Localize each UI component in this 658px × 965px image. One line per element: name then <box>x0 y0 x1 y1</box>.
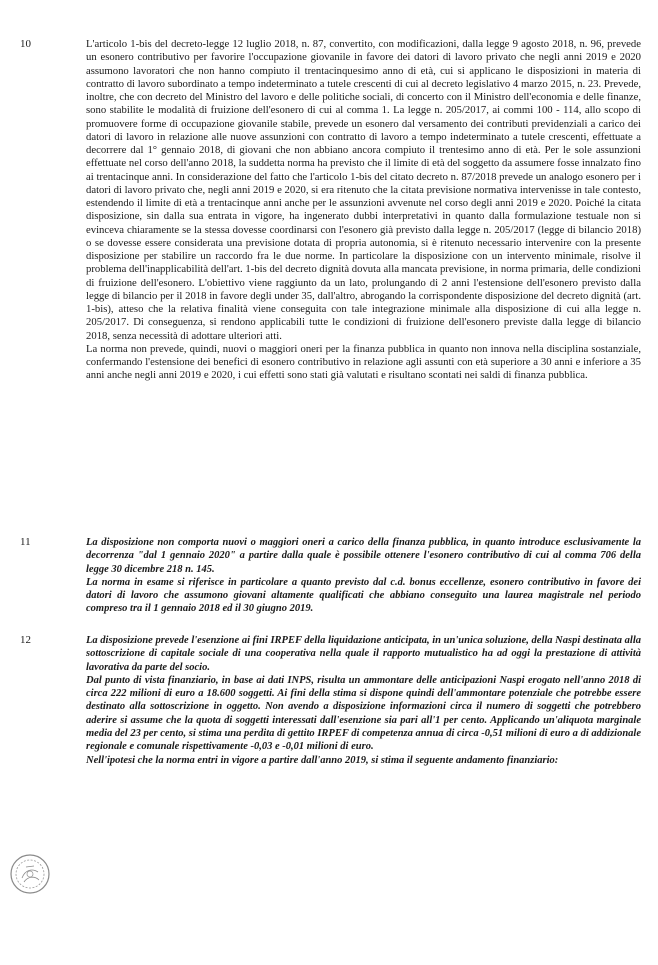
paragraph: La disposizione prevede l'esenzione ai fini IRPEF della liquidazione anticipata, in un'unica soluzione, della Naspi destinata alla sottoscrizione di capitale sociale di una cooperativa nella quale il rapporto mutualistico ha ad oggi la prestazione di attività lavorativa da parte del socio. <box>86 635 641 673</box>
section-number: 10 <box>20 38 31 50</box>
paragraph: La norma non prevede, quindi, nuovi o maggiori oneri per la finanza pubblica in quanto non innova nella disciplina sostanziale, confermando l'estensione dei benefici di esonero contributivo in relazione agli assunti con età superiore a 30 anni e inferiore a 35 anni anche negli anni 2019 e 2020, i cui effetti sono stati già valutati e risultano scontati nei saldi di finanza pubblica. <box>86 342 641 382</box>
paragraph: Nell'ipotesi che la norma entri in vigore a partire dall'anno 2019, si stima il seguente andamento finanziario: <box>86 754 559 766</box>
section-number: 11 <box>20 536 31 548</box>
paragraph: La disposizione non comporta nuovi o maggiori oneri a carico della finanza pubblica, in quanto introduce esclusivamente la decorrenza "dal 1 gennaio 2020" a partire dalla quale è possibile ottenere l'esonero contributivo di cui al comma 706 della legge 30 dicembre 218 n. 145. <box>86 537 641 575</box>
paragraph: Dal punto di vista finanziario, in base ai dati INPS, risulta un ammontare delle anticipazioni Naspi erogato nell'anno 2018 di circa 222 milioni di euro a 18.600 soggetti. Ai fini della stima si dispone quindi dell'ammontare potenziale che potrebbe essere destinato alla sottoscrizione in oggetto. Non avendo a disposizione informazioni circa il numero di soggetti che potrebbero aderire si assume che la quota di soggetti interessati dall'esenzione sia pari all'1 per cento. Applicando un'aliquota marginale media del 23 per cento, si stima una perdita di gettito IRPEF di competenza annua di circa -0,51 milioni di euro a di addizionale regionale e comunale rispettivamente -0,03 e -0,01 milioni di euro. <box>86 674 641 753</box>
paragraph: La norma in esame si riferisce in particolare a quanto previsto dal c.d. bonus eccellenze, esonero contributivo in favore dei datori di lavoro che assumono giovani altamente qualificati che abbiano conseguito una laurea magistrale nel periodo compreso tra il 1 gennaio 2018 ed il 30 giugno 2019. <box>86 576 641 615</box>
paragraph: L'articolo 1-bis del decreto-legge 12 luglio 2018, n. 87, convertito, con modificazioni, dalla legge 9 agosto 2018, n. 96, prevede un esonero contributivo per favorire l'occupazione giovanile in favore dei datori di lavoro privato che negli anni 2019 e 2020 assumono lavoratori che non hanno compiuto il trentacinquesimo anno di età, cui si applicano le disposizioni in materia di contratto di lavoro subordinato a tempo indeterminato a tutele crescenti di cui al decreto legislativo 4 marzo 2015, n. 23. Prevede, inoltre, che con decreto del Ministro del lavoro e delle politiche sociali, di concerto con il Ministro dell'economia e delle finanze, sono stabilite le modalità di fruizione dell'esonero di cui al comma 1. La legge n. 205/2017, ai commi 100 - 114, allo scopo di promuovere forme di occupazione giovanile stabile, prevede un esonero dal versamento dei contributi previdenziali a carico dei datori di lavoro in relazione alle nuove assunzioni con contratto di lavoro a tempo indeterminato a tutele crescenti, effettuate a decorrere dal 1° gennaio 2018, di giovani che non abbiano ancora compiuto il trentesimo anno di età. Per le sole assunzioni effettuate nel corso dell'anno 2018, la suddetta norma ha previsto che il limite di età del soggetto da assumere fosse innalzato fino ai trentacinque anni. In considerazione del fatto che l'articolo 1-bis del citato decreto n. 87/2018 prevede un analogo esonero per i datori di lavoro privato che, negli anni 2019 e 2020, si era ritenuto che la citata previsione normativa intervenisse in tale contesto, estendendo il limite di età a trentacinque anni anche per le assunzioni avvenute nel corso degli anni 2019 e 2020. Poiché la citata disposizione, sin dalla sua entrata in vigore, ha ingenerato dubbi interpretativi in quanto dalla formulazione testuale non si evinceva chiaramente se la stessa dovesse coordinarsi con l'esonero già previsto dalla legge n. 205/2017 (legge di bilancio 2018) o se dovesse essere considerata una previsione dotata di propria autonomia, si è ritenuto necessario intervenire con la presente disposizione per stabilire un raccordo fra le due norme. In particolare la disposizione con un intervento minimale, risolve il problema dell'inapplicabilità dell'art. 1-bis del decreto dignità dovuta alla mancata previsione, in norma primaria, delle condizioni di fruizione dell'esonero. L'obiettivo viene raggiunto da un lato, prolungando di 2 anni l'estensione dell'esonero previsto dalla legge di bilancio per il 2018 in favore degli under 35, dall'altro, abrogando la corrispondente disposizione del decreto dignità (art. 1-bis), atteso che la relativa finalità viene conseguita con tale integrazione minimale alla disposizione di cui alla legge n. 205/2017. Di conseguenza, si rendono applicabili tutte le condizioni di fruizione dell'esonero previste dalla legge di bilancio 2018, senza necessità di adottare ulteriori atti. <box>86 38 641 342</box>
section-text <box>86 38 641 383</box>
official-seal-icon <box>8 852 52 896</box>
section-text <box>86 536 641 616</box>
section-number: 12 <box>20 634 31 646</box>
section-text <box>86 634 641 767</box>
